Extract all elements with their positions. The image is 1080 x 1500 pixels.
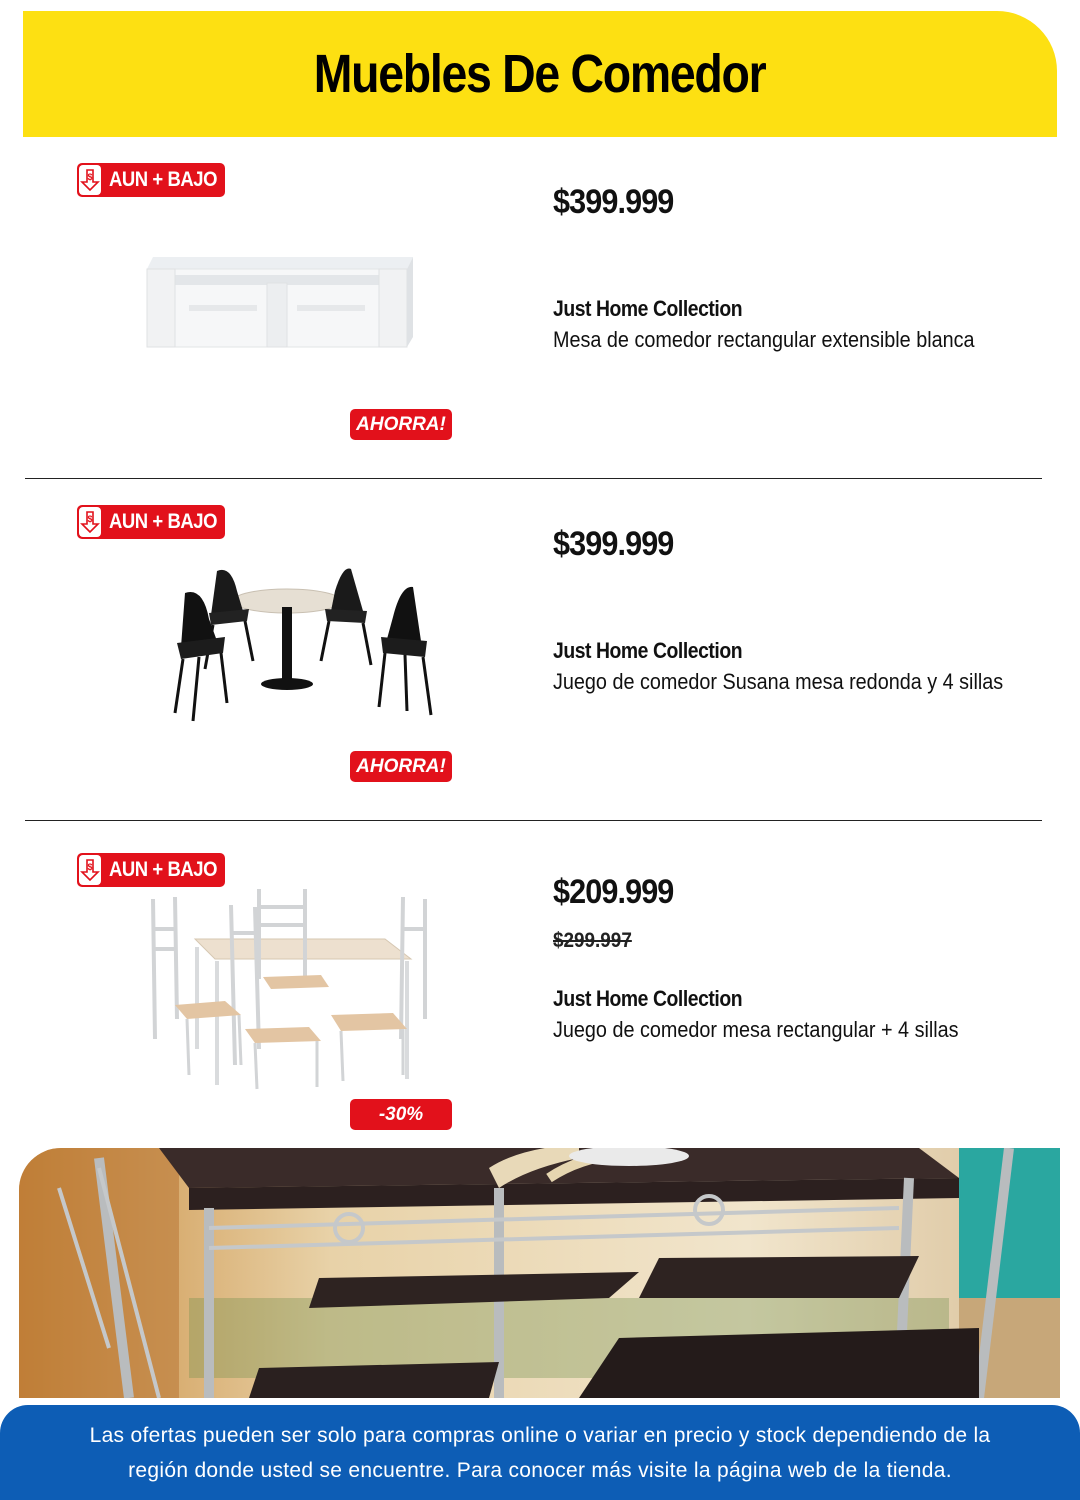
price-down-icon xyxy=(79,165,101,195)
lifestyle-banner-image xyxy=(19,1148,1060,1398)
page-header xyxy=(23,11,1057,137)
divider xyxy=(25,820,1042,821)
product-image[interactable] xyxy=(145,541,435,746)
svg-text:$: $ xyxy=(87,514,93,524)
product-brand: Just Home Collection xyxy=(553,296,743,321)
svg-text:$: $ xyxy=(87,172,93,182)
promo-tag: -30% xyxy=(350,1099,452,1130)
product-old-price: $299.997 xyxy=(553,929,632,952)
product-description[interactable]: Juego de comedor mesa rectangular + 4 sillas xyxy=(553,1017,959,1042)
product-description[interactable]: Mesa de comedor rectangular extensible blanca xyxy=(553,327,975,352)
product-price: $399.999 xyxy=(553,525,674,563)
disclaimer-footer xyxy=(0,1405,1080,1500)
lowest-price-badge xyxy=(77,853,225,887)
disclaimer-text: Las ofertas pueden ser solo para compras online o variar en precio y stock dependiendo de la región donde usted se encuentre. Para conocer más visite la página web de la tienda. xyxy=(89,1423,991,1482)
price-down-icon xyxy=(79,507,101,537)
badge-label: AUN + BAJO xyxy=(109,858,218,881)
promo-tag: AHORRA! xyxy=(350,751,452,782)
product-description[interactable]: Juego de comedor Susana mesa redonda y 4 sillas xyxy=(553,669,1004,694)
product-card[interactable] xyxy=(25,481,1042,823)
lowest-price-badge xyxy=(77,505,225,539)
product-card[interactable] xyxy=(25,139,1042,481)
svg-text:$: $ xyxy=(87,862,93,872)
lowest-price-badge xyxy=(77,163,225,197)
product-image[interactable] xyxy=(145,199,435,404)
page-title: Muebles De Comedor xyxy=(314,44,766,104)
badge-label: AUN + BAJO xyxy=(109,510,218,533)
product-image[interactable] xyxy=(145,889,435,1094)
badge-label: AUN + BAJO xyxy=(109,168,218,191)
product-brand: Just Home Collection xyxy=(553,638,743,663)
price-down-icon xyxy=(79,855,101,885)
promo-tag: AHORRA! xyxy=(350,409,452,440)
divider xyxy=(25,478,1042,479)
product-brand: Just Home Collection xyxy=(553,986,743,1011)
product-price: $209.999 xyxy=(553,873,674,911)
product-price: $399.999 xyxy=(553,183,674,221)
product-card[interactable] xyxy=(25,829,1042,1171)
